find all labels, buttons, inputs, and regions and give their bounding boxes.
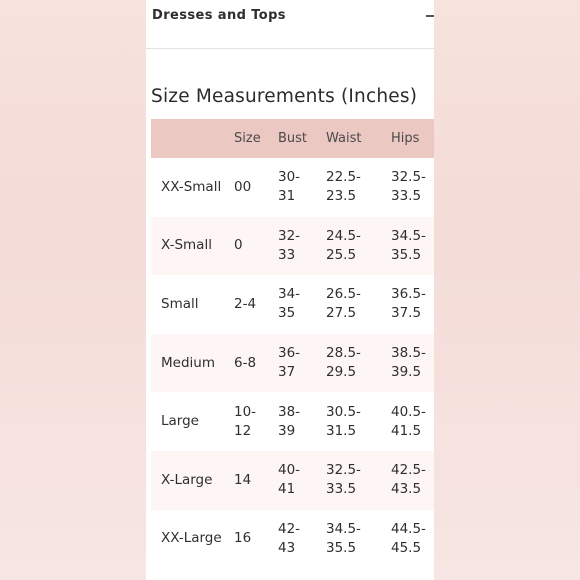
size-value: 00: [224, 158, 268, 217]
size-guide-panel: [146, 0, 434, 580]
hips-value: 38.5-39.5: [381, 334, 434, 393]
size-value: 16: [224, 510, 268, 569]
waist-value: 24.5-25.5: [316, 217, 381, 276]
bust-value: 30-31: [268, 158, 316, 217]
waist-value: 26.5-27.5: [316, 275, 381, 334]
table-row: [151, 392, 434, 451]
hips-value: 36.5-37.5: [381, 275, 434, 334]
table-row: [151, 334, 434, 393]
size-label: Large: [151, 392, 224, 451]
column-header-waist: Waist: [316, 119, 381, 158]
hips-value: 44.5-45.5: [381, 510, 434, 569]
bust-value: 40-41: [268, 451, 316, 510]
size-value: 10-12: [224, 392, 268, 451]
bust-value: 32-33: [268, 217, 316, 276]
size-label: X-Small: [151, 217, 224, 276]
column-header-label: [151, 119, 224, 158]
waist-value: 28.5-29.5: [316, 334, 381, 393]
size-label: Small: [151, 275, 224, 334]
size-measurements-table: [151, 119, 434, 568]
bust-value: 42-43: [268, 510, 316, 569]
table-row: [151, 217, 434, 276]
waist-value: 34.5-35.5: [316, 510, 381, 569]
size-label: XX-Small: [151, 158, 224, 217]
bust-value: 38-39: [268, 392, 316, 451]
size-label: X-Large: [151, 451, 224, 510]
waist-value: 30.5-31.5: [316, 392, 381, 451]
table-header-row: [151, 119, 434, 158]
waist-value: 22.5-23.5: [316, 158, 381, 217]
size-value: 6-8: [224, 334, 268, 393]
size-label: Medium: [151, 334, 224, 393]
bust-value: 34-35: [268, 275, 316, 334]
accordion-header-dresses-and-tops[interactable]: [146, 0, 434, 49]
size-value: 14: [224, 451, 268, 510]
bust-value: 36-37: [268, 334, 316, 393]
table-row: [151, 158, 434, 217]
size-value: 2-4: [224, 275, 268, 334]
accordion-title: Dresses and Tops: [152, 8, 286, 23]
waist-value: 32.5-33.5: [316, 451, 381, 510]
column-header-bust: Bust: [268, 119, 316, 158]
minus-icon[interactable]: [426, 7, 434, 23]
hips-value: 34.5-35.5: [381, 217, 434, 276]
column-header-hips: Hips: [381, 119, 434, 158]
page-title: Size Measurements (Inches): [151, 86, 418, 107]
hips-value: 32.5-33.5: [381, 158, 434, 217]
hips-value: 42.5-43.5: [381, 451, 434, 510]
hips-value: 40.5-41.5: [381, 392, 434, 451]
table-row: [151, 451, 434, 510]
table-row: [151, 275, 434, 334]
size-value: 0: [224, 217, 268, 276]
size-label: XX-Large: [151, 510, 224, 569]
table-row: [151, 510, 434, 569]
column-header-size: Size: [224, 119, 268, 158]
